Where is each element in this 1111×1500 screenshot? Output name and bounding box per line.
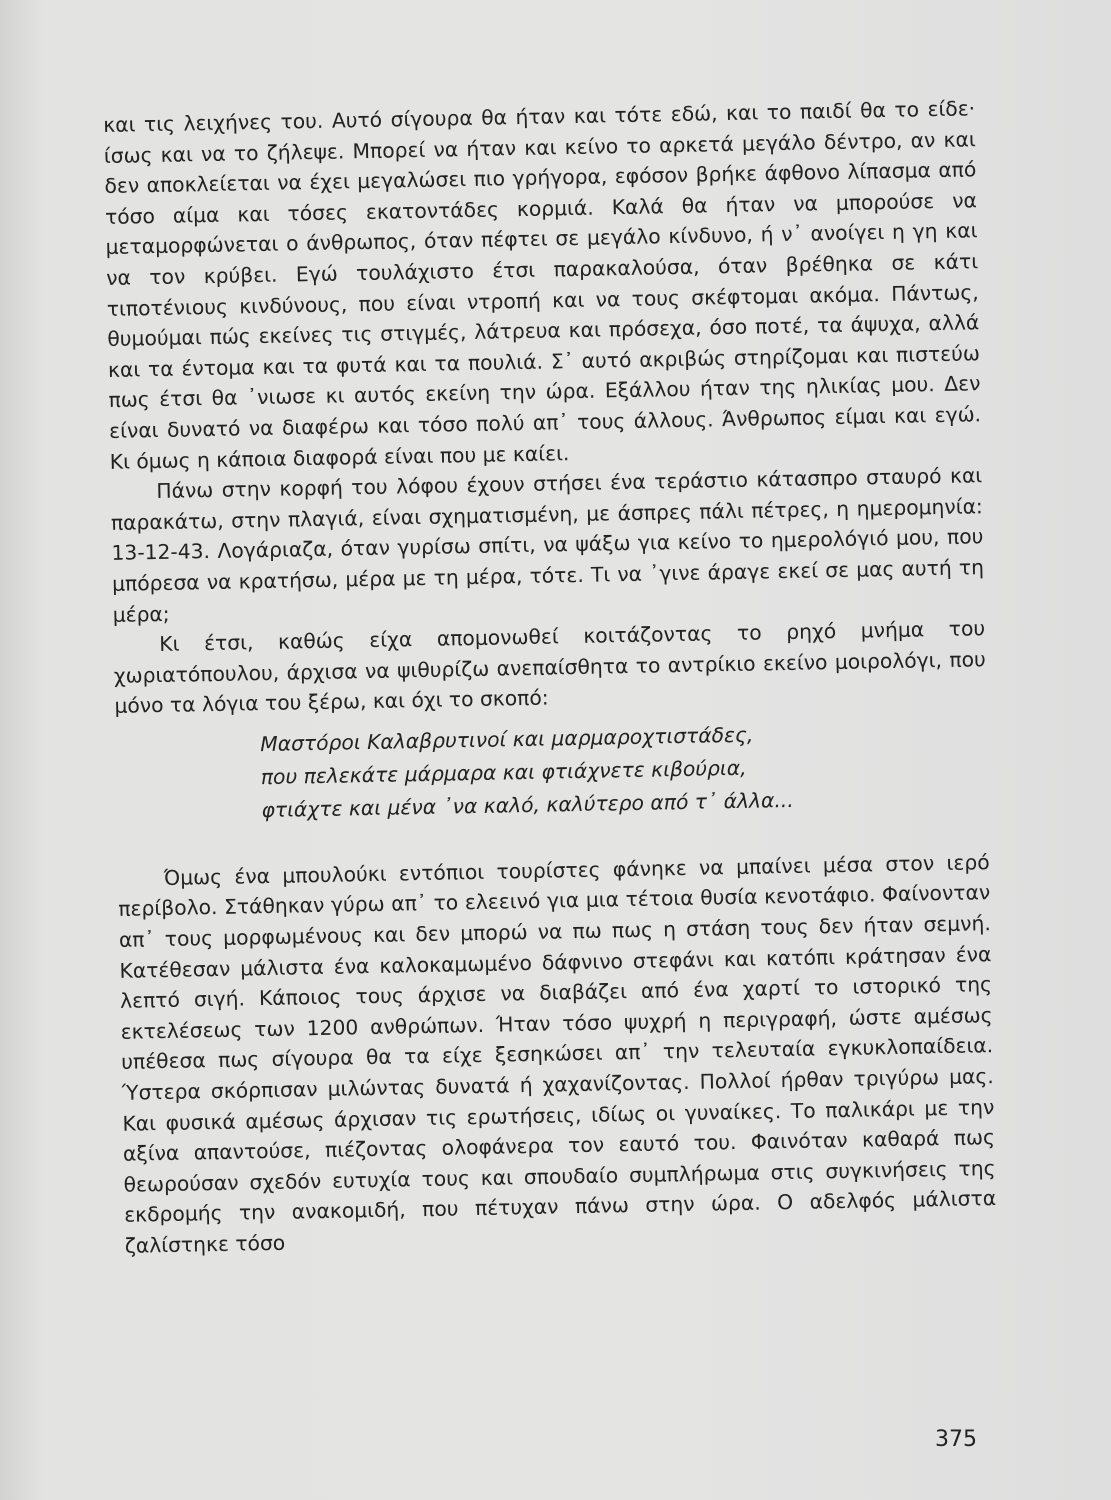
paragraph-3: Κι έτσι, καθώς είχα απομονωθεί κοιτάζοντας το ρηχό μνήμα του χωριατόπουλου, άρχισα να ψιθυρίζω ανεπαίσθητα το αντρίκιο εκείνο μοιρολόγι, που μόνο τα λόγια του ξέρω, και όχι το σκοπό:	[113, 616, 986, 719]
paragraph-4: Όμως ένα μπουλούκι εντόπιοι τουρίστες φάνηκε να μπαίνει μέσα στον ιερό περίβολο. Στάθηκαν γύρω απ᾽ το ελεεινό για μια τέτοια θυσία κενοτάφιο. Φαίνονταν απ᾽ τους μορφωμένους και δεν μπορώ να πω πως η στάση τους δεν ήταν σεμνή. Κατέθεσαν μάλιστα ένα καλοκαμωμένο δάφνινο στεφάνι και κατόπι κράτησαν ένα λεπτό σιγή. Κάποιος τους άρχισε να διαβάζει από ένα χαρτί το ιστορικό της εκτελέσεως των 1200 ανθρώπων. Ήταν τόσο ψυχρή η περιγραφή, ώστε αμέσως υπέθεσα πως σίγουρα θα τα είχε ξεσηκώσει απ᾽ την τελευταία εγκυκλοπαίδεια. Ύστερα σκόρπισαν μιλώντας δυνατά ή χαχανίζοντας. Πολλοί ήρθαν τριγύρω μας. Και φυσικά αμέσως άρχισαν τις ερωτήσεις, ιδίως οι γυναίκες. Το παλικάρι με την αξίνα απαντούσε, πιέζοντας ολοφάνερα τον εαυτό του. Φαινόταν καθαρά πως θεωρούσαν σχεδόν ευτυχία τους και σπουδαίο συμπλήρωμα στις συγκινήσεις της εκδρομής την ανακομιδή, που πέτυχαν πάνω στην ώρα. Ο αδελφός μάλιστα ζαλίστηκε τόσο	[118, 849, 997, 1258]
poem-verse	[260, 714, 989, 827]
paragraph-2: Πάνω στην κορφή του λόφου έχουν στήσει ένα τεράστιο κάτασπρο σταυρό και παρακάτω, στην πλαγιά, είναι σχηματισμένη, με άσπρες πάλι πέτρες, η ημερομηνία: 13-12-43. Λογάριαζα, όταν γυρίσω σπίτι, να ψάξω για κείνο το ημερολόγιό μου, που μπόρεσα να κρατήσω, μέρα με τη μέρα, τότε. Τι να ᾽γινε άραγε εκεί σε μας αυτή τη μέρα;	[110, 463, 985, 627]
page-number: 375	[935, 1427, 977, 1452]
poem-line-1: Μαστόροι Καλαβρυτινοί και μαρμαροχτιστάδες,	[259, 722, 754, 756]
paragraph-1: και τις λειχήνες του. Αυτό σίγουρα θα ήταν και τότε εδώ, και το παιδί θα το είδε· ίσως και να το ζήλεψε. Μπορεί να ήταν και κείνο το αρκετά μεγάλο δέντρο, αν και δεν αποκλείεται να έχει μεγαλώσει πιο γρήγορα, εφόσον βρήκε άφθονο λίπασμα από τόσο αίμα και τόσες εκατοντάδες κορμιά. Καλά θα ήταν να μπορούσε να μεταμορφώνεται ο άνθρωπος, όταν πέφτει σε μεγάλο κίνδυνο, ή ν᾽ ανοίγει η γη και να τον κρύβει. Εγώ τουλάχιστο έτσι παρακαλούσα, όταν βρέθηκα σε κάτι τιποτένιους κινδύνους, που είναι ντροπή και να τους σκέφτομαι ακόμα. Πάντως, θυμούμαι πώς εκείνες τις στιγμές, λάτρευα και πρόσεχα, όσο ποτέ, τα άψυχα, αλλά και τα έντομα και τα φυτά και τα πουλιά. Σ᾽ αυτό ακριβώς στηρίζομαι και πιστεύω πως έτσι θα ᾽νιωσε κι αυτός εκείνη την ώρα. Εξάλλου ήταν της ηλικίας μου. Δεν είναι δυνατό να διαφέρω και τόσο πολύ απ᾽ τους άλλους. Άνθρωπος είμαι και εγώ. Κι όμως η κάποια διαφορά είναι που με καίει.	[103, 96, 982, 474]
page-text	[103, 93, 997, 1261]
poem-line-3: φτιάχτε και μένα ᾽να καλό, καλύτερο από τ᾽ άλλα...	[261, 787, 794, 822]
poem-line-2: που πελεκάτε μάρμαρα και φτιάχνετε κιβούρια,	[260, 755, 747, 789]
